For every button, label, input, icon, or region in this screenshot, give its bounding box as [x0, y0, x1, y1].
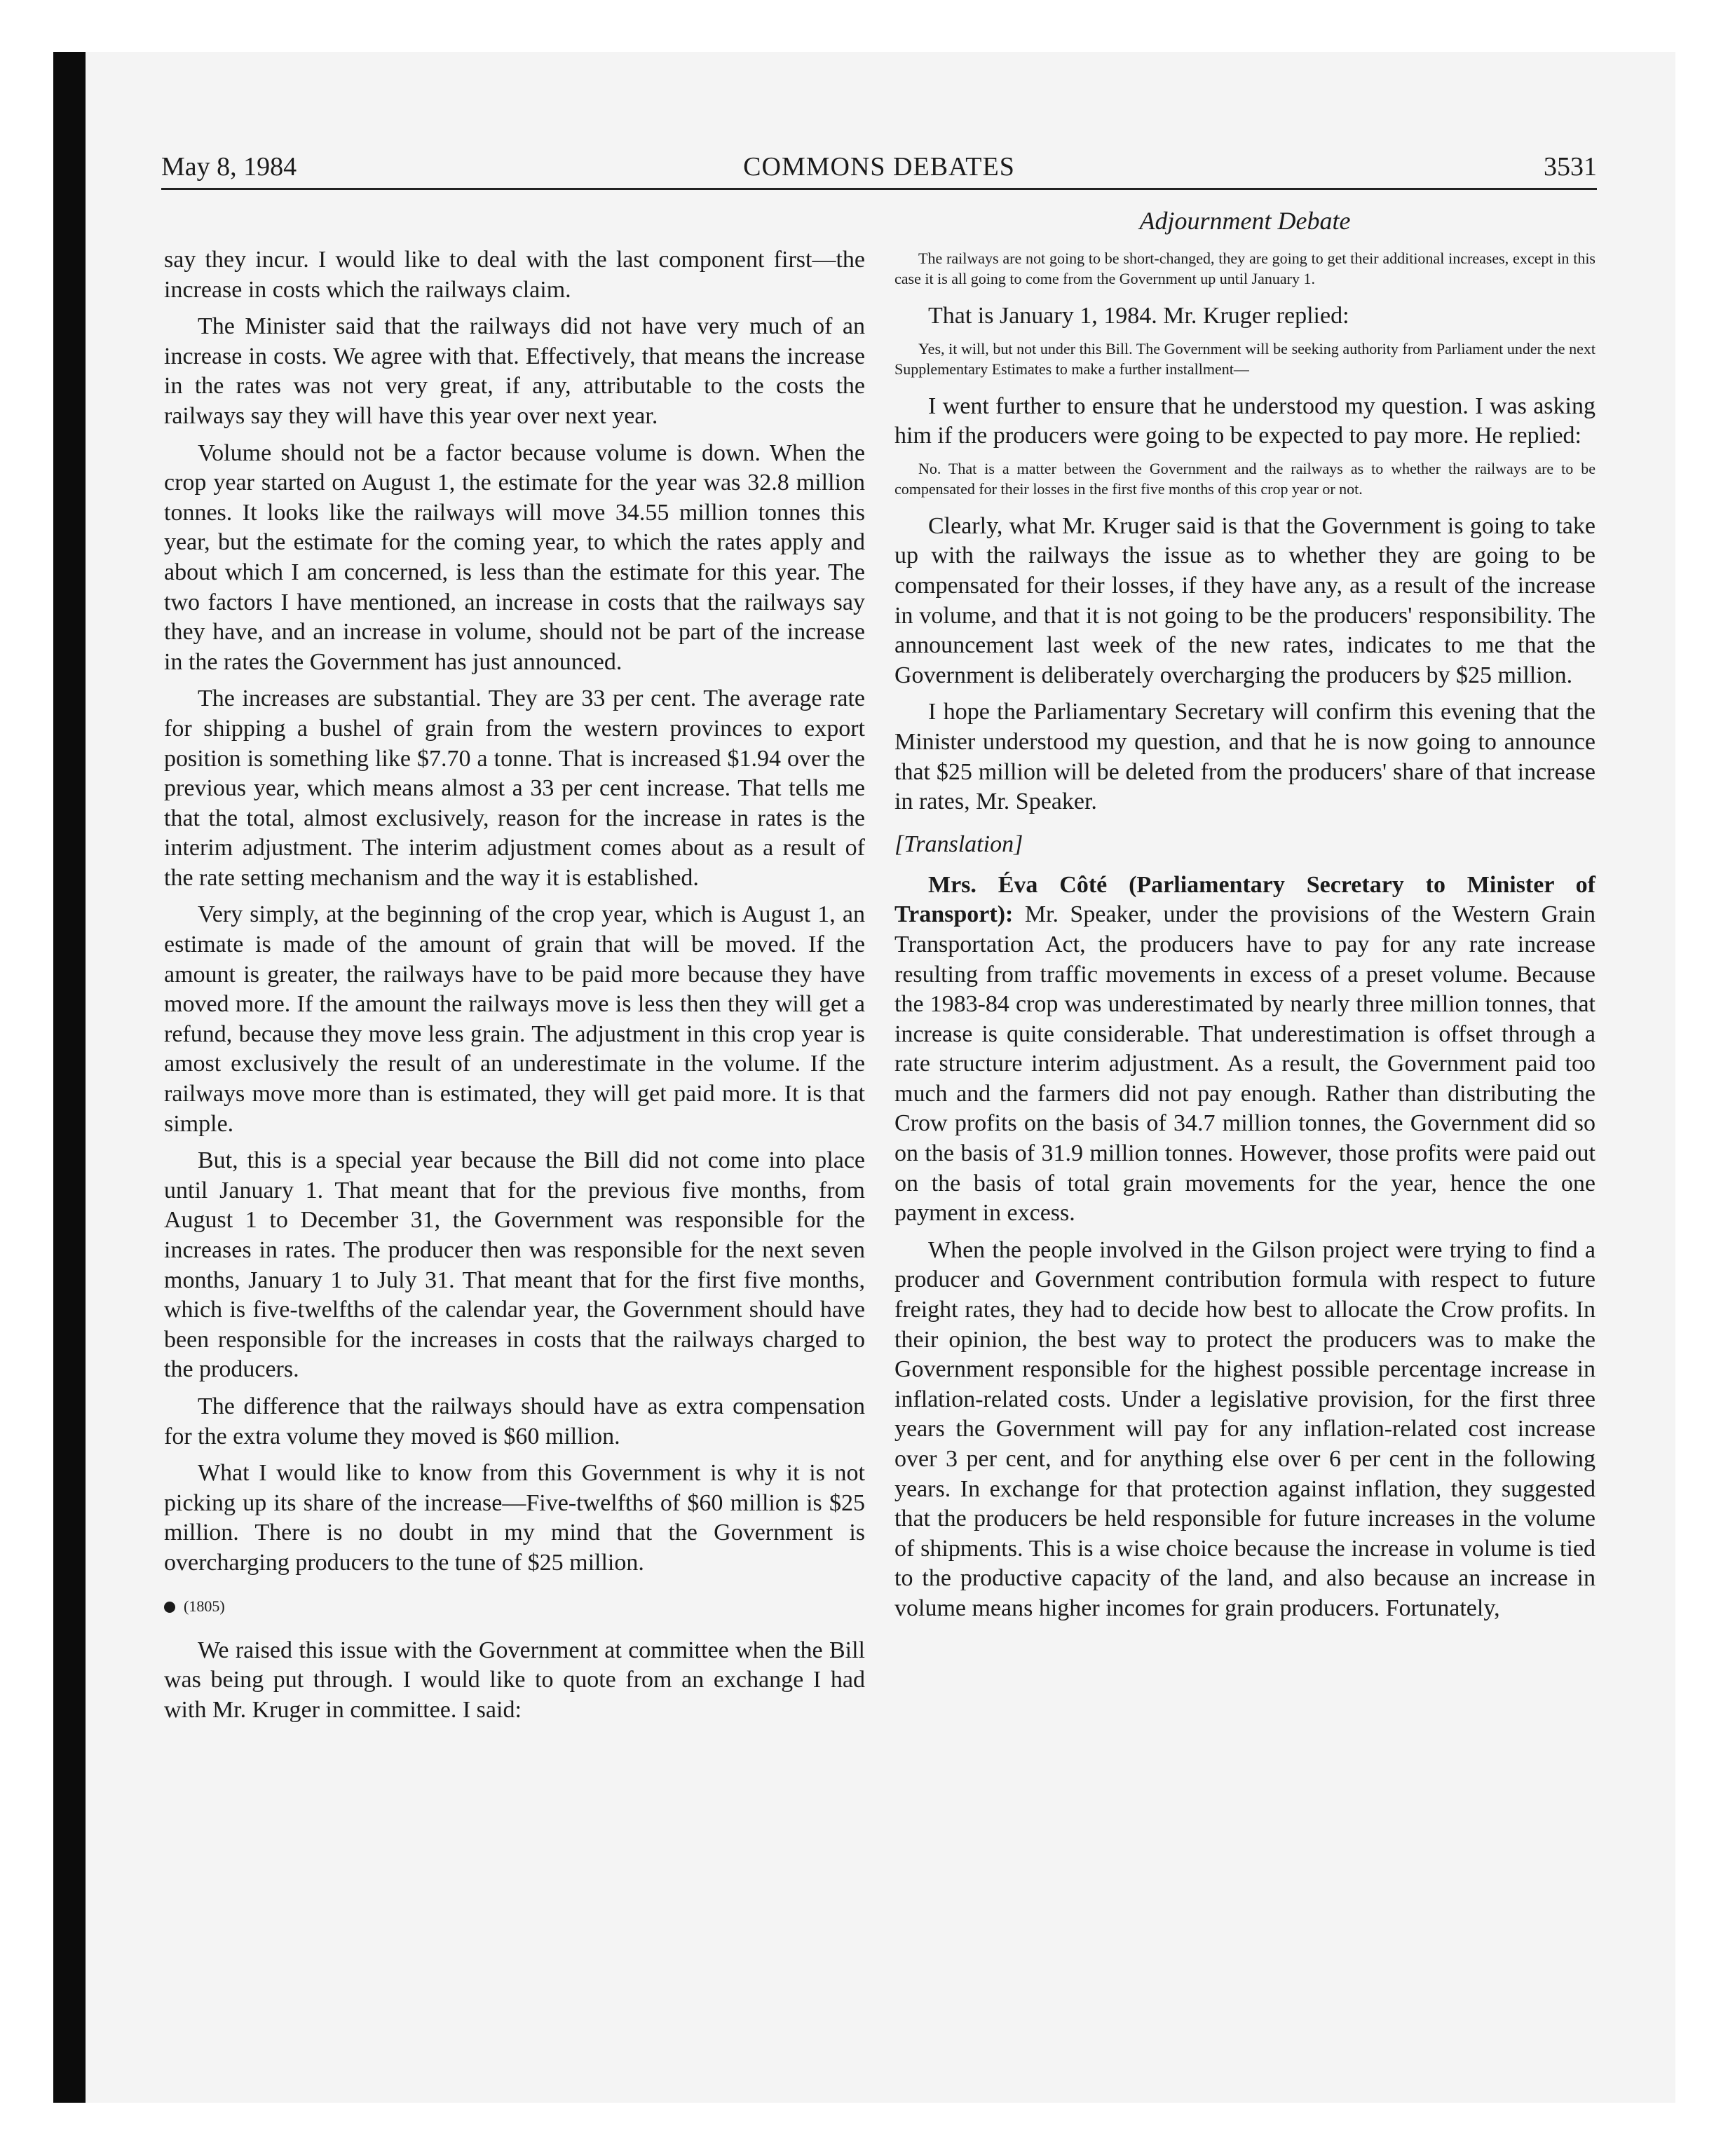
paragraph: The increases are substantial. They are 33 per cent. The average rate for shipping a bushel of grain from the western provinces to export position is something like $7.70 a tonne. That is increased $1.94 over the previous year, which means almost a 33 per cent increase. That tells me that the total, almost exclusively, reason for the increase in rates is the interim adjustment. The interim adjustment comes about as a result of the rate setting mechanism and the way it is established. — [164, 685, 865, 891]
right-column — [894, 205, 1595, 1631]
paragraph: Very simply, at the beginning of the crop year, which is August 1, an estimate is made of the amount of grain that will be moved. If the amount is greater, the railways have to be paid more because they have moved more. If the amount the railways move is less then they will get a refund, because they move less grain. The adjustment in this crop year is amost exclusively the result of an underestimate in the volume. If the railways move more than is estimated, they will get paid more. It is that simple. — [164, 901, 865, 1137]
paragraph: We raised this issue with the Government at committee when the Bill was being put through. I would like to quote from an exchange I had with Mr. Kruger in committee. I said: — [164, 1637, 865, 1723]
bullet-icon — [164, 1602, 175, 1613]
speaker-paragraph — [894, 871, 1595, 1229]
header-title: COMMONS DEBATES — [743, 152, 1015, 182]
binding-edge — [53, 52, 86, 2103]
time-stamp — [164, 1597, 865, 1616]
time-stamp-text: (1805) — [184, 1597, 225, 1615]
paragraph: The difference that the railways should have as extra compensation for the extra volume they moved is $60 million. — [164, 1393, 865, 1449]
paragraph: Volume should not be a factor because volume is down. When the crop year started on August 1, the estimate for the year was 32.8 million tonnes. It looks like the railways will move 34.55 million tonnes this year, but the estimate for the coming year, to which the rates apply and about which I am concerned, is less than the estimate for this year. The two factors I have mentioned, an increase in costs that the railways say they have, and an increase in volume, should not be part of the increase in the rates the Government has just announced. — [164, 439, 865, 675]
speaker-name: Mrs. Éva Côté (Parliamentary Secretary to Minister of Transport): — [894, 871, 1595, 928]
paragraph: What I would like to know from this Government is why it is not picking up its share of the increase—Five-twelfths of $60 million is $25 million. There is no doubt in my mind that the Government is overcharging producers to the tune of $25 million. — [164, 1460, 865, 1576]
header-page-number: 3531 — [1544, 152, 1597, 182]
paragraph: But, this is a special year because the Bill did not come into place until January 1. That meant that for the previous five months, from August 1 to December 31, the Government was responsible for the increases in rates. The producer then was responsible for the next seven months, January 1 to July 31. That meant that for the first five months, which is five-twelfths of the calendar year, the Government should have been responsible for the increases in costs that the railways charged to the producers. — [164, 1147, 865, 1383]
header-rule — [161, 188, 1597, 190]
paragraph: When the people involved in the Gilson project were trying to find a producer and Government contribution formula with respect to future freight rates, they had to decide how best to allocate the Crow profits. In their opinion, the best way to protect the producers was to make the Government responsible for the highest possible percentage increase in inflation-related costs. Under a legislative provision, for the first three years the Government will pay for any inflation-related cost increase over 3 per cent, and for anything else over 6 per cent in the following years. In exchange for that protection against inflation, they suggested that the producers be held responsible for future increases in the volume of shipments. This is a wise choice because the increase in volume is tied to the productive capacity of the land, and also because an increase in volume means higher incomes for grain producers. Fortunately, — [894, 1236, 1595, 1621]
translation-tag: [Translation] — [894, 831, 1023, 857]
speaker-text: Mr. Speaker, under the provisions of the Western Grain Transportation Act, the producers have to pay for any rate increase resulting from traffic movements in excess of a preset volume. Because the 1983-84 crop was underestimated by nearly three million tonnes, that increase is quite considerable. That underestimation is offset through a rate structure interim adjustment. As a result, the Government paid too much and the farmers did not pay enough. Rather than distributing the Crow profits on the basis of 34.7 million tonnes, the Government did so on the basis of 31.9 million tonnes. However, those profits were paid out on the basis of total grain movements for the year, hence the one payment in excess. — [894, 901, 1596, 1227]
paragraph: I went further to ensure that he understood my question. I was asking him if the producers were going to be expected to pay more. He replied: — [894, 393, 1595, 449]
left-column — [164, 245, 865, 1732]
paragraph: The Minister said that the railways did not have very much of an increase in costs. We agree with that. Effectively, that means the increase in the rates was not very great, if any, attributable to the costs the railways say they will have this year over next year. — [164, 313, 865, 429]
quotation: The railways are not going to be short-changed, they are going to get their additional increases, except in this case it is all going to come from the Government up until January 1. — [894, 250, 1595, 287]
page-header — [161, 151, 1597, 191]
section-heading: Adjournment Debate — [1139, 207, 1351, 235]
paragraph: That is January 1, 1984. Mr. Kruger replied: — [928, 303, 1349, 329]
paragraph: say they incur. I would like to deal with the last component first—the increase in costs which the railways claim. — [164, 247, 865, 303]
quotation: No. That is a matter between the Government and the railways as to whether the railways are to be compensated for their losses in the first five months of this crop year or not. — [894, 459, 1595, 498]
quotation: Yes, it will, but not under this Bill. The Government will be seeking authority from Parliament under the next Supplementary Estimates to make a further installment— — [894, 339, 1595, 378]
paragraph: Clearly, what Mr. Kruger said is that the Government is going to take up with the railways the issue as to whether they are going to be compensated for their losses, if they have any, as a result of the increase in volume, and that it is not going to be the producers' responsibility. The announcement last week of the new rates, indicates to me that the Government is deliberately overcharging the producers by $25 million. — [894, 512, 1595, 688]
header-date: May 8, 1984 — [161, 152, 297, 182]
paragraph: I hope the Parliamentary Secretary will confirm this evening that the Minister understood my question, and that he is now going to announce that $25 million will be deleted from the producers' share of that increase in rates, Mr. Speaker. — [894, 699, 1595, 815]
